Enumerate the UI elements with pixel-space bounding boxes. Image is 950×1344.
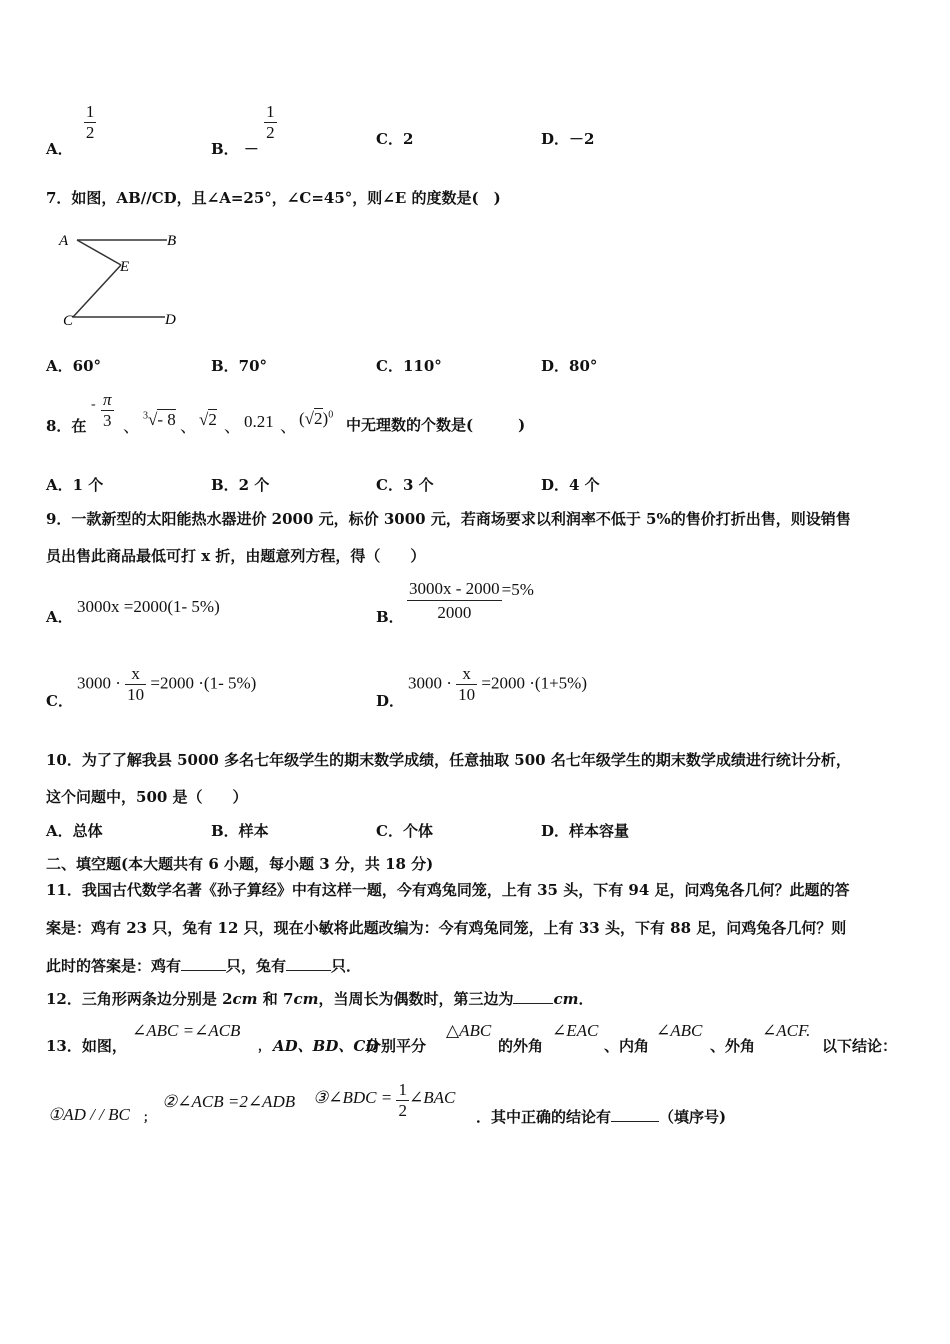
fraction: $\frac{1}{2}$ xyxy=(85,102,95,142)
q9-option-a-expr: 3000x =2000(1- 5%) xyxy=(77,597,220,616)
q7-option-a: A．60° xyxy=(46,357,102,375)
q8-option-d: D．4 个 xyxy=(541,476,600,494)
q13-outer-angle: 的外角 xyxy=(498,1037,544,1055)
q8-power-zero xyxy=(299,409,333,429)
minus-sign: － xyxy=(243,139,259,158)
unit: cm xyxy=(553,990,579,1008)
text: 只． xyxy=(331,957,362,975)
radicand: 2 xyxy=(208,410,217,429)
paren: ) xyxy=(322,409,329,428)
option-value: 2 xyxy=(402,130,414,148)
paren: ( xyxy=(299,409,305,428)
text: ③∠BDC = xyxy=(313,1088,393,1108)
q13-bisectors: AD、BD、CD xyxy=(273,1037,379,1055)
fraction: $\frac{\pi}{3}$ xyxy=(103,390,112,430)
point-label-d: D xyxy=(165,312,176,328)
q9-option-b-label: B． xyxy=(376,608,404,626)
q9-line-1: 9．一款新型的太阳能热水器进价 2000 元，标价 3000 元，若商场要求以利润率不低于 5%的售价打折出售，则设销售 xyxy=(46,510,851,528)
radicand: 2 xyxy=(314,409,323,428)
q11-line-3 xyxy=(46,955,361,976)
q11-line-2: 案是：鸡有 23 只，兔有 12 只，现在小敏将此题改编为：今有鸡兔同笼，上有 33 头，下有 88 足，问鸡兔各几何？则 xyxy=(46,919,847,937)
q9-option-d-expr xyxy=(408,664,587,705)
root-index: 3 xyxy=(143,410,148,422)
q9-option-d-label: D． xyxy=(376,692,405,710)
q10-option-d: D．样本容量 xyxy=(541,822,630,840)
fraction: $\frac{1}{2}$ xyxy=(398,1080,407,1120)
unit: cm xyxy=(232,990,258,1008)
q8-option-a: A．1 个 xyxy=(46,476,104,494)
q8-sep: 、 xyxy=(224,417,241,436)
q7-stem: 7．如图，AB//CD，且∠A=25°，∠C=45°，则∠E 的度数是( ) xyxy=(46,189,501,207)
q13-angle-equation: ∠ABC =∠ACB xyxy=(132,1021,241,1040)
answer-blank-rabbits[interactable] xyxy=(286,956,331,971)
radical-sign: √ xyxy=(148,410,158,429)
segment-ec xyxy=(73,265,121,317)
q13-outer-angle-2: 、外角 xyxy=(710,1037,756,1055)
option-value: －2 xyxy=(569,130,595,148)
q7-option-b: B．70° xyxy=(211,357,268,375)
point-label-a: A xyxy=(59,233,69,249)
q12-line xyxy=(46,988,594,1009)
q9-line-2: 员出售此商品最低可打 x 折，由题意列方程，得（ ） xyxy=(46,547,426,565)
q10-option-a: A．总体 xyxy=(46,822,103,840)
q8-sep: 、 xyxy=(280,417,297,436)
option-label: D． xyxy=(541,130,570,148)
q13-result-3 xyxy=(313,1080,455,1121)
segment-ae xyxy=(77,240,121,265)
q8-sqrt2 xyxy=(199,410,217,430)
q8-option-c: C．3 个 xyxy=(376,476,434,494)
exponent: 0 xyxy=(328,409,334,421)
q7-option-d: D．80° xyxy=(541,357,598,375)
text: 只，兔有 xyxy=(226,957,287,975)
q13-angle-acf: ∠ACF. xyxy=(762,1021,811,1040)
q9-option-a-label: A． xyxy=(46,608,73,626)
q8-decimal: 0.21 xyxy=(244,412,274,431)
q8-option-b: B．2 个 xyxy=(211,476,270,494)
fraction: $\frac{3000x - 2000}{2000}$ xyxy=(409,579,500,622)
q6-option-d xyxy=(541,128,594,149)
point-label-e: E xyxy=(120,259,130,275)
q8-cube-root xyxy=(143,410,176,430)
q6-option-a xyxy=(46,102,96,158)
q9-option-b-expr xyxy=(407,578,534,625)
point-label-c: C xyxy=(63,313,74,329)
option-label: A． xyxy=(46,139,73,158)
answer-blank-chickens[interactable] xyxy=(181,956,226,971)
q13-angle-abc: ∠ABC xyxy=(656,1021,703,1040)
q10-line-2: 这个问题中，500 是（ ） xyxy=(46,788,248,806)
radical-sign: √ xyxy=(304,409,315,428)
q13-result-2: ②∠ACB =2∠ADB xyxy=(162,1092,296,1111)
q9-option-c-label: C． xyxy=(46,692,73,710)
q9-option-c-expr xyxy=(77,664,256,705)
q10-option-c: C．个体 xyxy=(376,822,433,840)
q13-angle-eac: ∠EAC xyxy=(552,1021,599,1040)
q11-line-1: 11．我国古代数学名著《孙子算经》中有这样一题，今有鸡兔同笼，上有 35 头，下有 94 足，问鸡兔各几何？此题的答 xyxy=(46,881,850,899)
q7-option-c: C．110° xyxy=(376,357,442,375)
q10-option-b: B．样本 xyxy=(211,822,269,840)
q8-minus: - xyxy=(91,397,96,412)
answer-blank-correct-conclusions[interactable] xyxy=(611,1107,659,1122)
section-2-heading: 二、填空题(本大题共有 6 小题，每小题 3 分，共 18 分) xyxy=(46,855,434,873)
q13-tail xyxy=(476,1106,726,1127)
rhs: =2000 ·(1- 5%) xyxy=(150,673,257,693)
q8-sep: 、 xyxy=(123,417,140,436)
q13-result-1: ①AD / / BC xyxy=(48,1105,130,1124)
q7-figure xyxy=(55,225,195,335)
text: ．其中正确的结论有 xyxy=(476,1108,612,1126)
text: （填序号) xyxy=(659,1108,727,1126)
unit: cm xyxy=(293,990,319,1008)
fraction: $\frac{x}{10}$ xyxy=(458,664,476,704)
q8-neg-pi-over-3 xyxy=(101,390,114,431)
q13-conclusions-label: 以下结论： xyxy=(822,1037,898,1055)
lhs: 3000 · xyxy=(408,673,452,693)
text: ，当周长为偶数时，第三边为 xyxy=(318,990,514,1008)
q13-prefix: 13．如图， xyxy=(46,1037,127,1055)
lhs: 3000 · xyxy=(77,673,121,693)
text: ∠BAC xyxy=(408,1088,456,1108)
text: 和 7 xyxy=(257,990,294,1008)
q13-comma: ， xyxy=(258,1039,271,1053)
rhs: =5% xyxy=(501,580,534,600)
q6-option-b xyxy=(211,102,277,158)
option-label: C． xyxy=(376,130,403,148)
radical-sign: √ xyxy=(199,410,209,429)
text: 12．三角形两条边分别是 2 xyxy=(46,990,233,1008)
q10-line-1: 10．为了了解我县 5000 多名七年级学生的期末数学成绩，任意抽取 500 名七年级学生的期末数学成绩进行统计分析， xyxy=(46,751,851,769)
q8-sep: 、 xyxy=(180,417,197,436)
q13-semicolon: ； xyxy=(143,1110,156,1124)
radicand: - 8 xyxy=(157,410,176,429)
answer-blank-third-side[interactable] xyxy=(513,989,553,1004)
q13-inner-angle: 、内角 xyxy=(604,1037,650,1055)
q13-triangle: △ABC xyxy=(446,1021,492,1040)
fraction: $\frac{1}{2}$ xyxy=(266,102,275,142)
option-label: B． xyxy=(211,139,239,158)
q6-option-c xyxy=(376,128,413,149)
q8-prefix: 8．在 xyxy=(46,417,87,435)
point-label-b: B xyxy=(167,233,177,249)
text: 此时的答案是：鸡有 xyxy=(46,957,182,975)
text: ． xyxy=(578,990,594,1008)
q8-suffix: 中无理数的个数是( ) xyxy=(346,416,526,434)
q13-bisect-text: 分别平分 xyxy=(366,1037,427,1055)
rhs: =2000 ·(1+5%) xyxy=(481,673,587,693)
fraction: $\frac{x}{10}$ xyxy=(127,664,145,704)
